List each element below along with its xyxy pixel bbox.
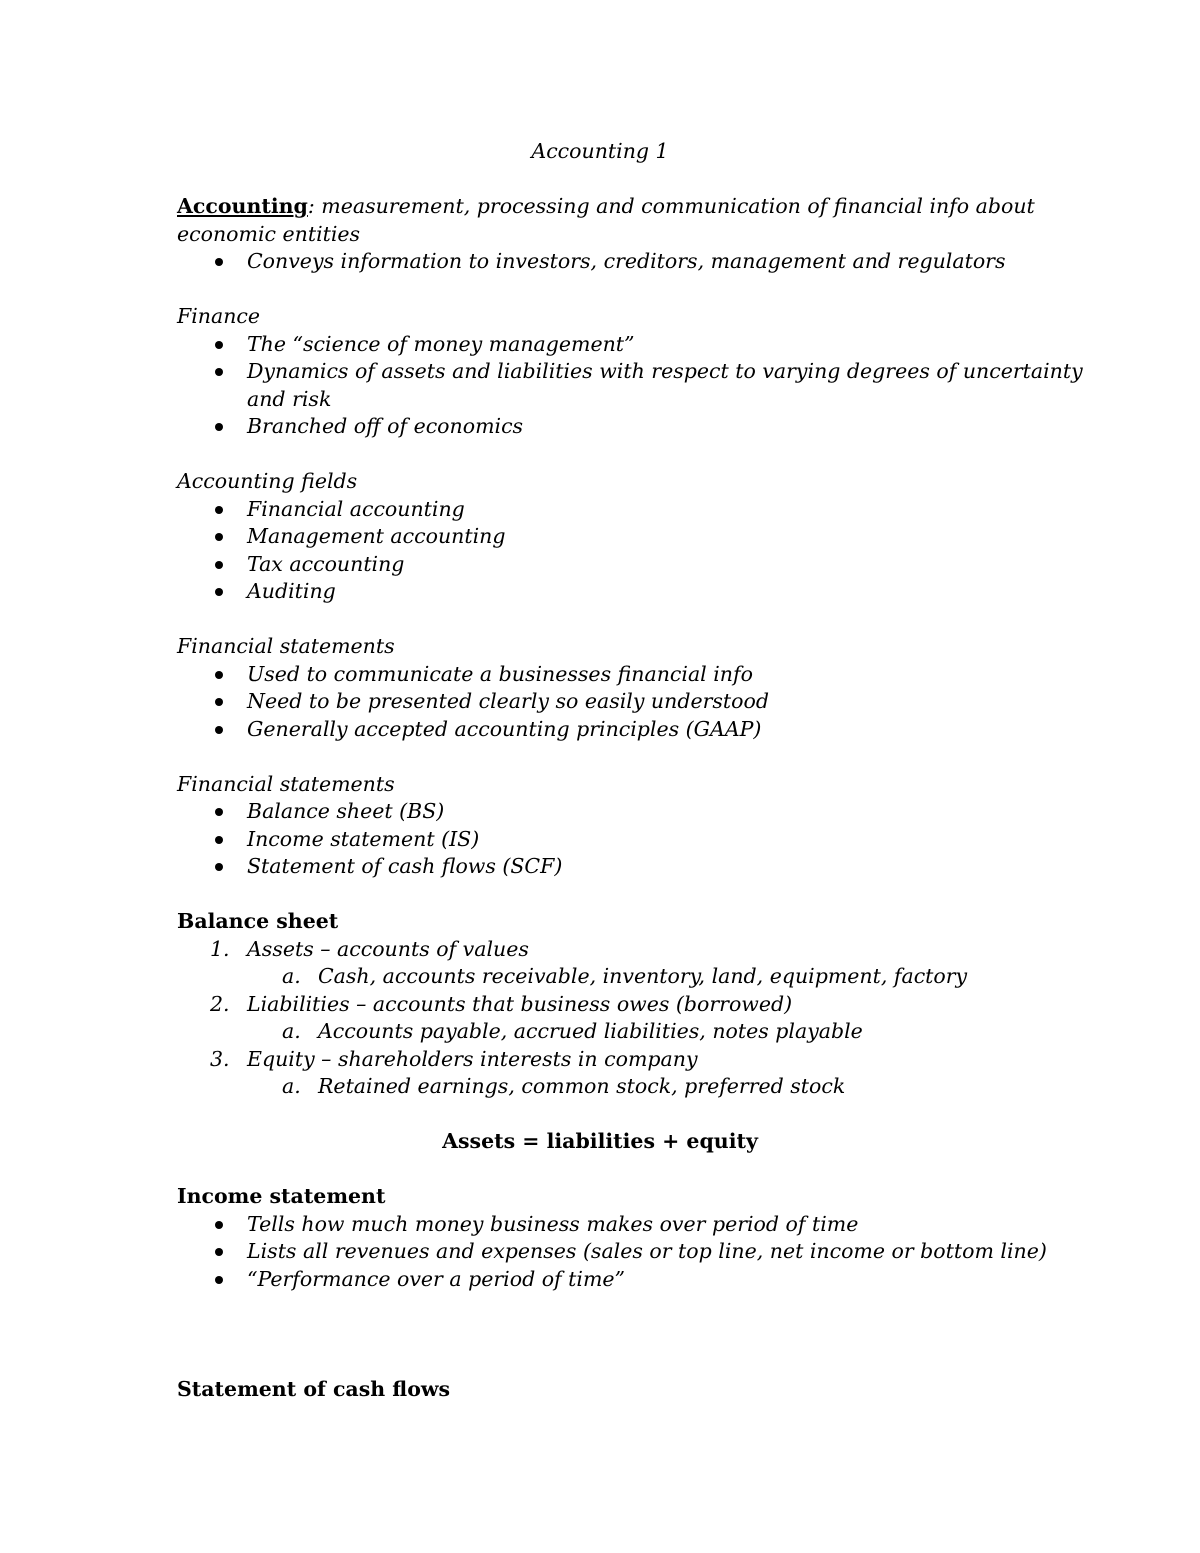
bullet-icon	[215, 863, 223, 871]
list-item: Auditing	[177, 578, 1057, 606]
list-item: Income statement (IS)	[177, 826, 1057, 854]
document-page	[177, 138, 1083, 1404]
list-item-continuation: and risk	[247, 386, 332, 411]
list-item: Tells how much money business makes over period of time	[177, 1211, 1057, 1239]
definition-continuation: economic entities	[177, 221, 361, 246]
bullet-icon	[215, 588, 223, 596]
list-item: Balance sheet (BS)	[177, 798, 1057, 826]
section-heading-statements: Financial statements	[177, 634, 395, 658]
list-item: “Performance over a period of time”	[177, 1266, 1057, 1294]
section-heading-finance: Finance	[177, 304, 261, 328]
bullet-icon	[215, 341, 223, 349]
bullet-icon	[215, 1248, 223, 1256]
bullet-icon	[215, 836, 223, 844]
definition-term: Accounting	[177, 194, 308, 218]
numbered-item: 3. Equity – shareholders interests in company	[210, 1046, 698, 1071]
list-item: Management accounting	[177, 523, 1057, 551]
section-heading-balance-sheet: Balance sheet	[177, 909, 339, 933]
section-heading-statements-types: Financial statements	[177, 771, 395, 796]
numbered-item: 2. Liabilities – accounts that business owes (borrowed)	[210, 991, 793, 1016]
bullet-icon	[215, 808, 223, 816]
sub-item: a. Accounts payable, accrued liabilities, notes playable	[282, 1019, 863, 1043]
list-item: The “science of money management”	[177, 331, 1057, 359]
bullet-icon	[215, 533, 223, 541]
list-item: Financial accounting	[177, 496, 1057, 524]
bullet-icon	[215, 671, 223, 679]
definition-line	[177, 193, 1057, 221]
sub-item: a. Cash, accounts receivable, inventory, land, equipment, factory	[282, 964, 968, 988]
page-title: Accounting 1	[531, 139, 669, 163]
bullet-icon	[215, 726, 223, 734]
bullet-icon	[215, 698, 223, 706]
section-heading-cash-flows: Statement of cash flows	[177, 1377, 451, 1401]
bullet-icon	[215, 1221, 223, 1229]
bullet-icon	[215, 258, 223, 266]
bullet-icon	[215, 1276, 223, 1284]
list-item: Generally accepted accounting principles (GAAP)	[177, 716, 1057, 744]
list-item: Need to be presented clearly so easily understood	[177, 688, 1057, 716]
section-heading-fields: Accounting fields	[177, 469, 358, 493]
list-item: Used to communicate a businesses financial info	[177, 661, 1057, 689]
bullet-icon	[215, 506, 223, 514]
list-item: Dynamics of assets and liabilities with respect to varying degrees of uncertainty	[177, 358, 1057, 386]
bullet-icon	[215, 561, 223, 569]
list-item: Lists all revenues and expenses (sales or top line, net income or bottom line)	[177, 1238, 1057, 1266]
list-item: Statement of cash flows (SCF)	[177, 853, 1057, 881]
section-heading-income-statement: Income statement	[177, 1184, 386, 1208]
list-item: Tax accounting	[177, 551, 1057, 579]
sub-item: a. Retained earnings, common stock, preferred stock	[282, 1074, 846, 1098]
accounting-equation: Assets = liabilities + equity	[442, 1129, 758, 1153]
list-item: Branched off of economics	[177, 413, 1057, 441]
list-item: Conveys information to investors, creditors, management and regulators	[177, 248, 1057, 276]
bullet-icon	[215, 368, 223, 376]
numbered-item: 1. Assets – accounts of values	[210, 936, 529, 961]
bullet-icon	[215, 423, 223, 431]
definition-text: : measurement, processing and communication of financial info about	[307, 194, 1035, 218]
